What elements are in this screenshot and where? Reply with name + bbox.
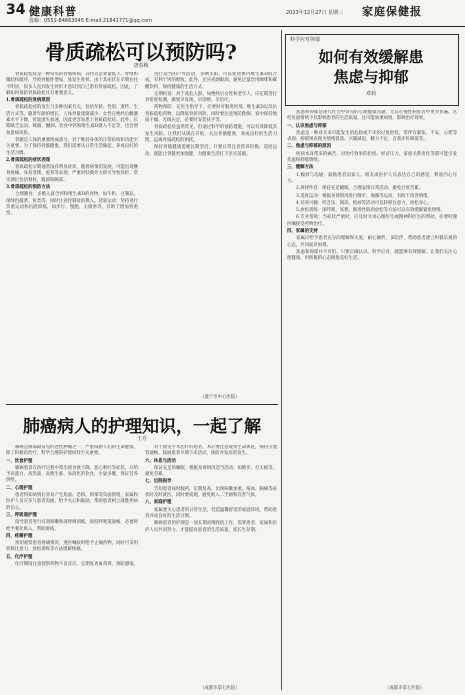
paragraph: 肺癌患者的护理是一项长期而细致的工作，需要患者、家属和医护人员共同努力，才能提高患者的生活质量，延长生存期。 [145,521,277,533]
paragraph: 告知患者按时服药，定期复查，出现咳嗽加重、咯血、胸痛等症状时及时就医。同时要戒烟，避免吸入二手烟和有害气体。 [145,486,277,499]
article1-title: 骨质疏松可以预防吗? [45,40,237,64]
paragraph: 骨质疏松症的发生与多种因素有关，包括年龄、性别、遗传、生活方式等。随着年龄的增长，人体骨量逐渐减少，女性在绝经后雌激素水平下降，骨量流失加速，因此更容易患上骨质疏松症。此外，长期缺乏运动、吸烟、酗酒、饮食中钙和维生素D摄入不足等，也会增加患病风险。 [6,105,138,136]
paragraph: 骨质疏松早期通常没有明显症状，随着病情的发展，可能出现腰背疼痛、身高变矮、驼背等表现，严重时轻微外力即可导致骨折，常见部位包括脊柱、髋部和腕部。 [6,165,138,183]
article2-column-1 [6,445,138,690]
subheading: 六、休息与活动 [145,458,176,464]
paragraph: 指导患者进行有效咳嗽和深呼吸训练，保持呼吸道通畅，必要时给予雾化吸入，帮助排痰。 [6,520,138,532]
contact-email: 投稿：0551-84663045 E-mail:21841771@qq.com [29,18,152,24]
paragraph: 骨质疏松症虽然常见，但通过科学的预防措施，可以有效降低其发生风险。让我们从现在开始，关注骨骼健康，养成良好的生活习惯，远离骨质疏松的困扰。 [145,125,277,143]
article3-title-line2: 焦虑与抑郁 [333,68,409,86]
article1-column-1 [6,72,138,402]
paragraph: 进行适当的户外活动，多晒太阳，可以促进体内维生素D的合成，有利于钙的吸收。此外，还应戒烟限酒，避免过量饮用咖啡和碳酸饮料，保持健康的生活方式。 [145,72,277,90]
subheading: 四、疼痛护理 [6,533,33,539]
column-divider [281,30,282,690]
subheading: 七、出院指导 [145,479,172,485]
article3-title-line1: 如何有效缓解患 [318,48,424,66]
paragraph: 骨质疏松症是一种常见的骨骼疾病，其特点是骨量低下、骨组织微结构破坏，导致骨脆性增加，易发生骨折。由于其症状在早期往往不明显，很多人直到发生骨折才意识到自己患有骨质疏松。因此，了解如何预防骨质疏松具有重要意义。 [6,72,138,96]
subheading: 3.骨质疏松的预防方法 [6,185,51,191]
paragraph: 药物预防：在医生指导下，必要时可服用钙剂、维生素D以及抗骨质疏松药物，以降低骨折风险。同时要注意预防跌倒，家中保持地面干燥、光线充足，必要时安装扶手等。 [145,105,277,124]
issue-date: 2023年12月27日 星期三 [286,10,344,16]
subheading: 三、呼吸道护理 [6,512,37,518]
paragraph: 2.规律作息：保持充足睡眠，合理安排日常活动，避免过度劳累。 [296,186,424,192]
paragraph: 疾病本身带来的痛苦、对治疗效果的担忧、经济压力、家庭关系变化等都可能引发焦虑和抑郁情绪。 [287,151,457,164]
article1-affiliation: （遂宁市中心医院） [200,395,240,400]
paragraph: 焦虑和抑郁并不可怕，只要正确认识、科学应对，就能够有效缓解。让我们关注心理健康，用积极的心态拥抱美好生活。 [287,249,457,262]
page-number: 34 [6,2,26,18]
paragraph: 肺癌患者在治疗过程中常出现食欲下降、恶心呕吐等症状，应给予高蛋白、高热量、高维生素、易消化的饮食，少量多餐，保证营养供给。 [6,465,138,484]
page-header [0,0,465,27]
article2-column-2 [145,445,277,683]
paragraph: 4.培养兴趣：听音乐、阅读、绘画等活动可以转移注意力，放松身心。 [296,200,432,206]
article3-kicker: 科学应对抑郁 [290,37,321,43]
subheading: 二、焦虑与抑郁的原因 [287,144,331,150]
article2-affiliation: （成都市第七医院） [200,686,240,691]
paragraph: 家属应给予患者充分的理解和关爱，耐心倾听，多陪伴，帮助患者建立积极乐观的心态，共同面对困难。 [287,236,457,248]
section-name: 健康科普 [29,5,77,18]
subheading: 五、化疗护理 [6,554,33,560]
paragraph: 对于接受手术治疗的患者，术后要注意观察生命体征，保持引流管通畅，鼓励患者早期下床活动，预防并发症的发生。 [145,445,277,457]
paragraph: 保持骨骼健康需要长期坚持，只要日常注意营养均衡、适度运动，就能让骨骼更加强健，为健康生活打下坚实基础。 [145,145,277,157]
subheading: 2.骨质疏松的症状表现 [6,157,51,163]
subheading: 二、心理护理 [6,485,33,491]
paragraph: 焦虑和抑郁是现代社会中常见的心理健康问题，尤其在慢性病患者中更为普遍。这些负面情绪不仅影响患者的生活质量，还可能加重病情，影响治疗效果。 [287,110,457,122]
paragraph: 肺癌是肺部最常见的恶性肿瘤之一，严重威胁人们的生命健康。除了积极的治疗，科学合理的护理同样至关重要。 [6,445,138,457]
paragraph: 保证充足的睡眠，根据身体情况适当活动，如散步、打太极等，避免劳累。 [145,465,277,478]
article3-author: 邓莉 [365,91,376,97]
paragraph: 3.适度运动：根据身体情况进行散步、瑜伽等运动，有助于改善情绪。 [296,193,432,199]
paragraph: 合理膳食：多摄入富含钙和维生素D的食物，如牛奶、豆制品、深绿色蔬菜、鱼类等，同时注意控制盐的摄入。适量运动：坚持进行负重运动和抗阻训练，如步行、慢跑、太极拳等，有助于增加骨密度。 [6,192,138,217]
article3-body [287,110,457,680]
subheading: 1.骨质疏松的发病原因 [6,98,51,104]
paragraph: 焦虑是一种对未来可能发生的危险或不幸的过度担忧，常伴有紧张、不安、心慌等表现；抑郁则表现为情绪低落、兴趣减退、精力不足、自我评价降低等。 [287,130,457,143]
article2-title: 肺癌病人的护理知识，一起了解 [23,417,261,437]
article1-author: 唐春梅 [133,63,149,69]
subheading: 一、认识焦虑与抑郁 [287,123,327,129]
subheading: 三、缓解方法 [287,165,314,171]
newspaper-name: 家庭保健报 [362,5,422,18]
paragraph: 骨骼是人体的重要组成部分，对于维持身体的正常结构和功能至关重要。为了保持骨骼健康，我们需要从日常生活做起，养成良好的生活习惯。 [6,137,138,156]
subheading: 四、家属的支持 [287,229,318,235]
paragraph: 密切观察患者疼痛情况，遵医嘱按时给予止痛药物，同时可采用转移注意力、放松训练等方法缓解疼痛。 [6,541,138,553]
paragraph: 患者得知病情后容易产生焦虑、恐惧、抑郁等负面情绪，家属和医护人员应多与患者沟通，给予关心和鼓励，帮助患者树立战胜疾病的信心。 [6,493,138,511]
paragraph: 定期检查：对于高危人群，如绝经后女性和老年人，应定期进行骨密度检测，做到早发现、早诊断、早治疗。 [145,91,277,104]
subheading: 八、家庭护理 [145,500,172,506]
subheading: 一、饮食护理 [6,458,33,464]
paragraph: 5.放松训练：深呼吸、冥想、渐进性肌肉放松等方法可以有效缓解紧张情绪。 [296,208,446,214]
paragraph: 化疗期间注意观察药物不良反应，定期复查血常规，预防感染。 [15,562,138,568]
paragraph: 家属要关心患者的日常生活，营造温馨舒适的家庭环境，帮助患者养成良好的生活习惯。 [145,507,277,519]
article3-affiliation: （成都市第七医院） [385,686,425,691]
paragraph: 1.倾诉与沟通：鼓励患者向家人、朋友或医护人员表达自己的感受，释放内心压力。 [287,172,457,184]
article1-column-2 [145,72,277,392]
article-divider [6,404,278,405]
paragraph: 6.专业帮助：当症状严重时，应及时寻求心理医生或精神科医生的帮助，必要时遵医嘱接受药物治疗。 [287,215,457,227]
article2-author: 王丹 [136,436,147,442]
